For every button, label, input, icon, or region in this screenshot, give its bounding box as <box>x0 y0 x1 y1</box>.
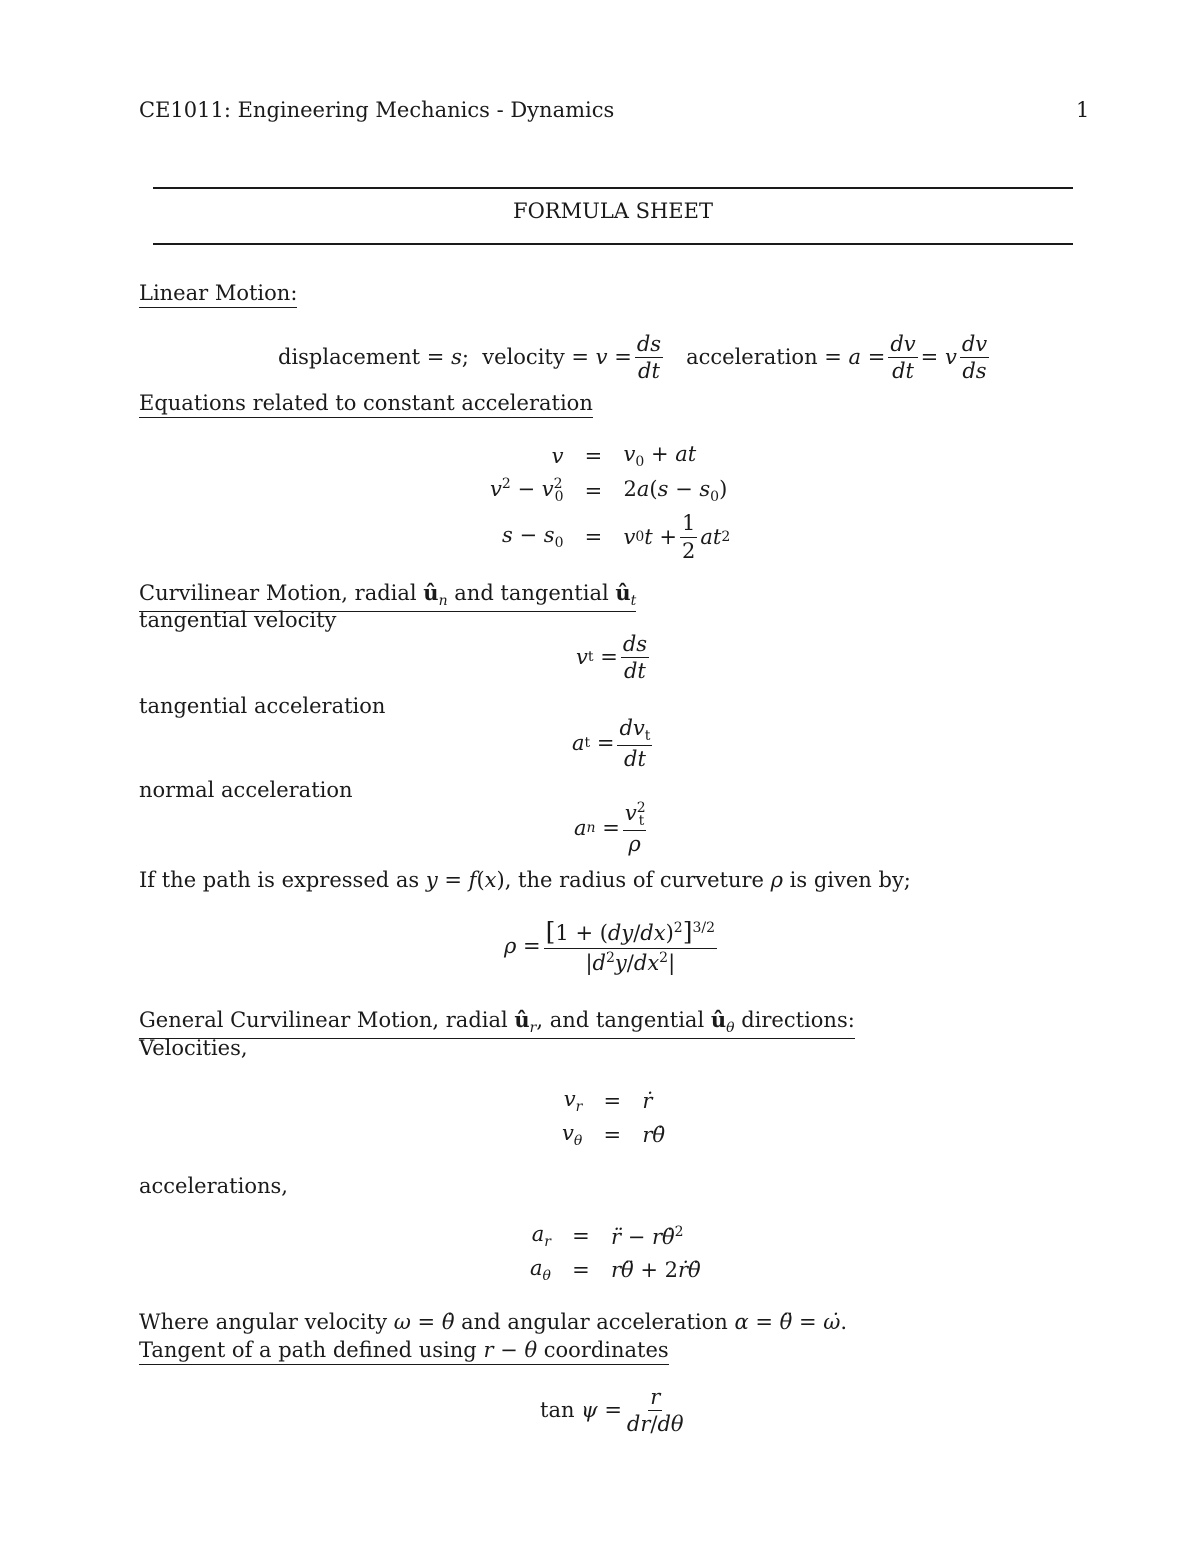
curvilinear-heading: Curvilinear Motion, radial $û_n$ and tangential $û_t$ <box>139 580 636 612</box>
page-number: 1 <box>1076 98 1090 122</box>
course-title: CE1011: Engineering Mechanics - Dynamics <box>139 98 615 122</box>
dv-ds-fraction: $\frac{dv}{ds}$ <box>961 332 988 384</box>
ds-dt-fraction: $\frac{ds}{dt}$ <box>636 332 662 384</box>
normal-acceleration-equation: a n = $\frac{v^2_t}{\rho}$ <box>574 800 646 857</box>
tangential-acceleration-equation: a t = $\frac{dv_t}{dt}$ <box>572 716 651 772</box>
displacement-label: displacement <box>278 345 421 370</box>
dv-dt-fraction: $\frac{dv}{dt}$ <box>890 332 916 384</box>
tangent-heading: Tangent of a path defined using r − θ coordinates <box>139 1338 669 1365</box>
tan-label: tan <box>540 1398 575 1423</box>
normal-acceleration-label: normal acceleration <box>139 778 353 802</box>
acceleration-label: acceleration <box>686 345 818 370</box>
tangential-acceleration-label: tangential acceleration <box>139 694 386 718</box>
constant-acceleration-equations: v = $v_0$ + at $v^2 - v^2_0$ = $2a(s - s_0)$ $s - s_0$ = v 0 t + $\frac{1}{2}$ at 2 <box>490 442 731 563</box>
velocities-label: Velocities, <box>139 1036 248 1060</box>
velocity-components: $v_r$ = ṙ $v_\theta$ = rθ̇ <box>562 1087 665 1150</box>
accelerations-label: accelerations, <box>139 1174 288 1198</box>
tangential-velocity-equation: v t = $\frac{ds}{dt}$ <box>576 632 648 684</box>
velocity-label: velocity <box>482 345 565 370</box>
title-rule-top <box>153 187 1073 189</box>
acceleration-components: $a_r$ = r̈ − rθ̇$^2$ $a_\theta$ = rθ̈ + 2ṙθ̇ <box>530 1222 701 1285</box>
linear-motion-equations: displacement = s ; velocity = v = $\frac{ds}{dt}$ acceleration = a = $\frac{dv}{dt}$ = v $\frac{dv}{ds}$ <box>278 332 988 384</box>
title-rule-bottom <box>153 243 1073 245</box>
radius-of-curvature-equation: ρ = $\frac{[1 + (dy/dx)^2]^{3/2}}{|d^2y/dx^2|}$ <box>504 917 716 975</box>
tangent-equation: tan ψ = $\frac{r}{dr/d\theta}$ <box>540 1385 684 1437</box>
linear-motion-heading: Linear Motion: <box>139 281 297 308</box>
tangential-velocity-label: tangential velocity <box>139 608 337 632</box>
page-title: FORMULA SHEET <box>513 199 713 223</box>
general-curvilinear-heading: General Curvilinear Motion, radial $û_r$, and tangential $û_\theta$ directions: <box>139 1007 855 1039</box>
curvature-text: If the path is expressed as y = f(x), the radius of curveture ρ is given by; <box>139 868 911 892</box>
constant-acceleration-heading: Equations related to constant acceleration <box>139 391 593 418</box>
angular-text: Where angular velocity ω = θ̇ and angular acceleration α = θ̈ = ω̇. <box>139 1310 848 1334</box>
